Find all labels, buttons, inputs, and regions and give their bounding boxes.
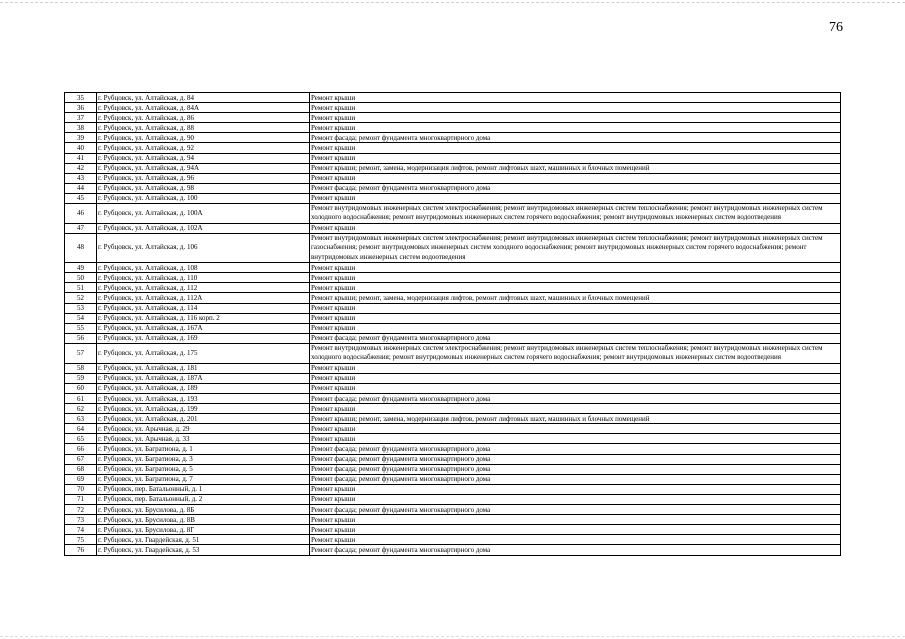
row-number: 64 (65, 424, 97, 434)
row-address: г. Рубцовск, ул. Алтайская, д. 102А (97, 223, 310, 233)
table-row (65, 223, 841, 233)
table-row (65, 404, 841, 414)
table-row (65, 113, 841, 123)
row-number: 46 (65, 204, 97, 224)
row-address: г. Рубцовск, ул. Алтайская, д. 199 (97, 404, 310, 414)
row-number: 52 (65, 293, 97, 303)
row-number: 57 (65, 343, 97, 363)
row-address: г. Рубцовск, ул. Алтайская, д. 201 (97, 414, 310, 424)
table-row (65, 123, 841, 133)
table-row (65, 394, 841, 404)
row-work-type: Ремонт крыши (310, 143, 841, 153)
row-work-type: Ремонт крыши (310, 93, 841, 103)
table-row (65, 163, 841, 173)
table-row (65, 494, 841, 504)
row-work-type: Ремонт фасада; ремонт фундамента многоквартирного дома (310, 444, 841, 454)
row-work-type: Ремонт крыши (310, 173, 841, 183)
row-work-type: Ремонт крыши; ремонт, замена, модернизация лифтов, ремонт лифтовых шахт, машинных и блочных помещений (310, 163, 841, 173)
row-number: 60 (65, 383, 97, 393)
row-work-type: Ремонт крыши (310, 123, 841, 133)
row-number: 56 (65, 333, 97, 343)
row-number: 76 (65, 545, 97, 555)
row-work-type: Ремонт крыши (310, 193, 841, 203)
table-row (65, 525, 841, 535)
row-work-type: Ремонт крыши (310, 404, 841, 414)
row-address: г. Рубцовск, ул. Алтайская, д. 86 (97, 113, 310, 123)
row-number: 43 (65, 173, 97, 183)
row-address: г. Рубцовск, ул. Алтайская, д. 110 (97, 273, 310, 283)
row-work-type: Ремонт фасада; ремонт фундамента многоквартирного дома (310, 183, 841, 193)
page-number: 76 (829, 20, 843, 35)
row-address: г. Рубцовск, ул. Алтайская, д. 114 (97, 303, 310, 313)
works-table (64, 92, 841, 556)
table-row (65, 454, 841, 464)
row-address: г. Рубцовск, ул. Багратиона, д. 3 (97, 454, 310, 464)
row-address: г. Рубцовск, ул. Багратиона, д. 5 (97, 464, 310, 474)
row-address: г. Рубцовск, ул. Алтайская, д. 112А (97, 293, 310, 303)
row-address: г. Рубцовск, ул. Брусилова, д. 8Г (97, 525, 310, 535)
row-address: г. Рубцовск, ул. Алтайская, д. 90 (97, 133, 310, 143)
table-row (65, 263, 841, 273)
table-row (65, 515, 841, 525)
table-row (65, 103, 841, 113)
row-work-type: Ремонт крыши (310, 273, 841, 283)
table-row (65, 373, 841, 383)
row-number: 71 (65, 494, 97, 504)
table-row (65, 193, 841, 203)
row-number: 63 (65, 414, 97, 424)
table-row (65, 283, 841, 293)
row-work-type: Ремонт крыши (310, 535, 841, 545)
table-row (65, 505, 841, 515)
row-address: г. Рубцовск, ул. Алтайская, д. 116 корп. 2 (97, 313, 310, 323)
row-address: г. Рубцовск, ул. Алтайская, д. 106 (97, 233, 310, 262)
table-row (65, 424, 841, 434)
row-number: 66 (65, 444, 97, 454)
table-row (65, 434, 841, 444)
row-number: 68 (65, 464, 97, 474)
table-row (65, 323, 841, 333)
row-work-type: Ремонт крыши (310, 323, 841, 333)
row-number: 59 (65, 373, 97, 383)
row-work-type: Ремонт внутридомовых инженерных систем электроснабжения; ремонт внутридомовых инженерных систем теплоснабжения; ремонт внутридомовых инженерных систем холодного водоснабжения; ремонт внутридомовых инженерных систем горячего водоснабжения; ремонт внутридомовых инженерных систем водоотведения (310, 343, 841, 363)
row-address: г. Рубцовск, ул. Арычная, д. 33 (97, 434, 310, 444)
row-address: г. Рубцовск, ул. Алтайская, д. 167А (97, 323, 310, 333)
row-address: г. Рубцовск, ул. Брусилова, д. 8Б (97, 505, 310, 515)
row-number: 38 (65, 123, 97, 133)
row-number: 53 (65, 303, 97, 313)
row-number: 37 (65, 113, 97, 123)
row-number: 58 (65, 363, 97, 373)
row-address: г. Рубцовск, ул. Алтайская, д. 84 (97, 93, 310, 103)
table-row (65, 484, 841, 494)
table-row (65, 464, 841, 474)
row-work-type: Ремонт крыши (310, 363, 841, 373)
row-address: г. Рубцовск, ул. Алтайская, д. 92 (97, 143, 310, 153)
table-row (65, 343, 841, 363)
row-address: г. Рубцовск, ул. Алтайская, д. 193 (97, 394, 310, 404)
row-address: г. Рубцовск, ул. Арычная, д. 29 (97, 424, 310, 434)
row-number: 40 (65, 143, 97, 153)
row-address: г. Рубцовск, ул. Алтайская, д. 112 (97, 283, 310, 293)
row-address: г. Рубцовск, ул. Алтайская, д. 181 (97, 363, 310, 373)
row-work-type: Ремонт крыши (310, 434, 841, 444)
row-number: 51 (65, 283, 97, 293)
row-work-type: Ремонт крыши; ремонт, замена, модернизация лифтов, ремонт лифтовых шахт, машинных и блочных помещений (310, 293, 841, 303)
row-work-type: Ремонт крыши (310, 373, 841, 383)
row-address: г. Рубцовск, ул. Алтайская, д. 100 (97, 193, 310, 203)
row-work-type: Ремонт фасада; ремонт фундамента многоквартирного дома (310, 133, 841, 143)
row-work-type: Ремонт фасада; ремонт фундамента многоквартирного дома (310, 545, 841, 555)
table-row (65, 233, 841, 262)
row-work-type: Ремонт фасада; ремонт фундамента многоквартирного дома (310, 394, 841, 404)
row-address: г. Рубцовск, пер. Батальонный, д. 2 (97, 494, 310, 504)
table-row (65, 293, 841, 303)
row-number: 50 (65, 273, 97, 283)
row-address: г. Рубцовск, ул. Алтайская, д. 94А (97, 163, 310, 173)
row-number: 61 (65, 394, 97, 404)
row-number: 36 (65, 103, 97, 113)
row-work-type: Ремонт крыши; ремонт, замена, модернизация лифтов, ремонт лифтовых шахт, машинных и блочных помещений (310, 414, 841, 424)
row-address: г. Рубцовск, ул. Багратиона, д. 7 (97, 474, 310, 484)
row-address: г. Рубцовск, ул. Гвардейская, д. 53 (97, 545, 310, 555)
row-work-type: Ремонт фасада; ремонт фундамента многоквартирного дома (310, 333, 841, 343)
row-work-type: Ремонт крыши (310, 303, 841, 313)
table-row (65, 153, 841, 163)
row-number: 41 (65, 153, 97, 163)
row-number: 72 (65, 505, 97, 515)
table-row (65, 273, 841, 283)
row-work-type: Ремонт крыши (310, 153, 841, 163)
row-number: 39 (65, 133, 97, 143)
row-number: 44 (65, 183, 97, 193)
row-number: 74 (65, 525, 97, 535)
row-work-type: Ремонт фасада; ремонт фундамента многоквартирного дома (310, 464, 841, 474)
table-row (65, 535, 841, 545)
table-row (65, 313, 841, 323)
row-address: г. Рубцовск, ул. Алтайская, д. 189 (97, 383, 310, 393)
row-number: 70 (65, 484, 97, 494)
row-number: 55 (65, 323, 97, 333)
table-row (65, 173, 841, 183)
row-address: г. Рубцовск, ул. Алтайская, д. 108 (97, 263, 310, 273)
row-work-type: Ремонт крыши (310, 484, 841, 494)
table-row (65, 133, 841, 143)
row-number: 47 (65, 223, 97, 233)
table-row (65, 414, 841, 424)
row-number: 48 (65, 233, 97, 262)
table-row (65, 183, 841, 193)
row-address: г. Рубцовск, ул. Алтайская, д. 187А (97, 373, 310, 383)
row-work-type: Ремонт крыши (310, 424, 841, 434)
row-work-type: Ремонт крыши (310, 103, 841, 113)
row-number: 73 (65, 515, 97, 525)
row-work-type: Ремонт внутридомовых инженерных систем электроснабжения; ремонт внутридомовых инженерных систем теплоснабжения; ремонт внутридомовых инженерных систем холодного водоснабжения; ремонт внутридомовых инженерных систем горячего водоснабжения; ремонт внутридомовых инженерных систем водоотведения (310, 204, 841, 224)
row-work-type: Ремонт крыши (310, 113, 841, 123)
scan-edge-top (0, 2, 905, 3)
row-address: г. Рубцовск, ул. Алтайская, д. 169 (97, 333, 310, 343)
row-address: г. Рубцовск, ул. Алтайская, д. 84А (97, 103, 310, 113)
row-address: г. Рубцовск, пер. Батальонный, д. 1 (97, 484, 310, 494)
row-address: г. Рубцовск, ул. Алтайская, д. 94 (97, 153, 310, 163)
row-address: г. Рубцовск, ул. Алтайская, д. 175 (97, 343, 310, 363)
row-number: 49 (65, 263, 97, 273)
row-address: г. Рубцовск, ул. Алтайская, д. 88 (97, 123, 310, 133)
row-address: г. Рубцовск, ул. Алтайская, д. 98 (97, 183, 310, 193)
row-work-type: Ремонт крыши (310, 383, 841, 393)
row-number: 65 (65, 434, 97, 444)
row-work-type: Ремонт фасада; ремонт фундамента многоквартирного дома (310, 474, 841, 484)
row-number: 45 (65, 193, 97, 203)
row-work-type: Ремонт крыши (310, 223, 841, 233)
table-row (65, 333, 841, 343)
table-row (65, 444, 841, 454)
table-row (65, 545, 841, 555)
row-address: г. Рубцовск, ул. Багратиона, д. 1 (97, 444, 310, 454)
table-row (65, 474, 841, 484)
table-row (65, 93, 841, 103)
table-row (65, 383, 841, 393)
row-work-type: Ремонт крыши (310, 283, 841, 293)
row-work-type: Ремонт внутридомовых инженерных систем электроснабжения; ремонт внутридомовых инженерных систем теплоснабжения; ремонт внутридомовых инженерных систем газоснабжения; ремонт внутридомовых инженерных систем холодного водоснабжения; ремонт внутридомовых инженерных систем горячего водоснабжения; ремонт внутридомовых инженерных систем водоотведения (310, 233, 841, 262)
row-address: г. Рубцовск, ул. Гвардейская, д. 51 (97, 535, 310, 545)
row-number: 69 (65, 474, 97, 484)
scan-edge-bottom (0, 636, 905, 637)
works-table-container (64, 92, 841, 556)
row-address: г. Рубцовск, ул. Алтайская, д. 100А (97, 204, 310, 224)
row-work-type: Ремонт фасада; ремонт фундамента многоквартирного дома (310, 454, 841, 464)
row-work-type: Ремонт фасада; ремонт фундамента многоквартирного дома (310, 505, 841, 515)
row-number: 75 (65, 535, 97, 545)
row-number: 35 (65, 93, 97, 103)
row-work-type: Ремонт крыши (310, 515, 841, 525)
row-number: 42 (65, 163, 97, 173)
table-row (65, 204, 841, 224)
row-number: 67 (65, 454, 97, 464)
table-row (65, 363, 841, 373)
row-address: г. Рубцовск, ул. Алтайская, д. 96 (97, 173, 310, 183)
row-number: 54 (65, 313, 97, 323)
row-work-type: Ремонт крыши (310, 263, 841, 273)
table-row (65, 143, 841, 153)
table-row (65, 303, 841, 313)
row-address: г. Рубцовск, ул. Брусилова, д. 8В (97, 515, 310, 525)
row-work-type: Ремонт крыши (310, 494, 841, 504)
row-work-type: Ремонт крыши (310, 313, 841, 323)
works-table-body (65, 93, 841, 556)
row-number: 62 (65, 404, 97, 414)
row-work-type: Ремонт крыши (310, 525, 841, 535)
